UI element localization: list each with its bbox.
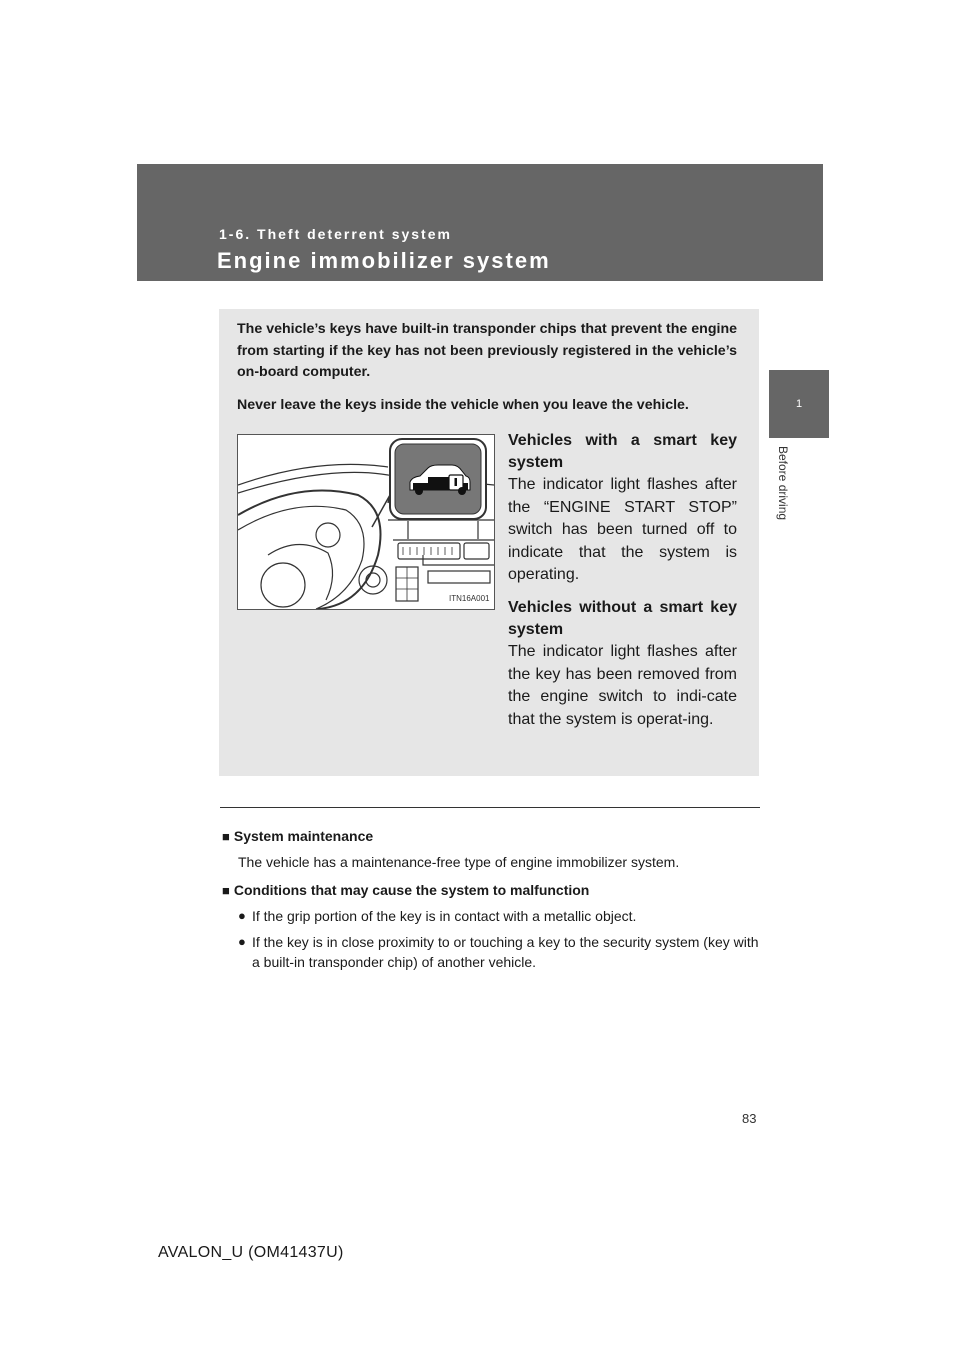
dashboard-drawing <box>238 435 494 609</box>
no-smart-key-heading: Vehicles without a smart key system <box>508 598 737 638</box>
malfunction-heading: ■ Conditions that may cause the system to malfunction <box>222 882 590 898</box>
chapter-tab[interactable] <box>769 370 829 438</box>
square-bullet-icon: ■ <box>222 829 230 844</box>
indicator-description <box>508 430 737 741</box>
maintenance-heading: ■ System maintenance <box>222 828 374 844</box>
list-item: ● If the grip portion of the key is in contact with a metallic object. <box>238 908 637 924</box>
notes-section <box>222 826 762 978</box>
page-number: 83 <box>742 1111 757 1126</box>
chapter-name: Before driving <box>776 446 790 521</box>
figure-code: ITN16A001 <box>449 594 490 603</box>
no-smart-key-body: The indicator light flashes after the key has been removed from the engine switch to indi-cate that the system is operat-ing. <box>508 642 737 728</box>
square-bullet-icon: ■ <box>222 883 230 898</box>
smart-key-body: The indicator light flashes after the “ENGINE START STOP” switch has been turned off to indicate that the system is operating. <box>508 476 737 584</box>
intro-paragraph: The vehicle’s keys have built-in transponder chips that prevent the engine from starting if the key has not been previously registered in the vehicle’s on-board computer. <box>237 321 737 380</box>
intro-warning: Never leave the keys inside the vehicle when you leave the vehicle. <box>237 397 689 413</box>
circle-bullet-icon: ● <box>238 908 246 923</box>
list-item: ● If the key is in close proximity to or touching a key to the security system (key with a built-in transponder chip) of another vehicle. <box>238 934 759 970</box>
maintenance-body: The vehicle has a maintenance-free type of engine immobilizer system. <box>238 854 680 870</box>
header-band <box>137 164 823 281</box>
section-divider <box>220 807 760 808</box>
page-title: Engine immobilizer system <box>217 248 551 273</box>
smart-key-heading: Vehicles with a smart key system <box>508 432 737 471</box>
info-box <box>219 309 759 776</box>
manual-code: AVALON_U (OM41437U) <box>158 1244 344 1261</box>
section-label: 1-6. Theft deterrent system <box>219 226 452 242</box>
dashboard-illustration <box>237 434 495 610</box>
circle-bullet-icon: ● <box>238 934 246 949</box>
chapter-number: 1 <box>795 398 803 410</box>
